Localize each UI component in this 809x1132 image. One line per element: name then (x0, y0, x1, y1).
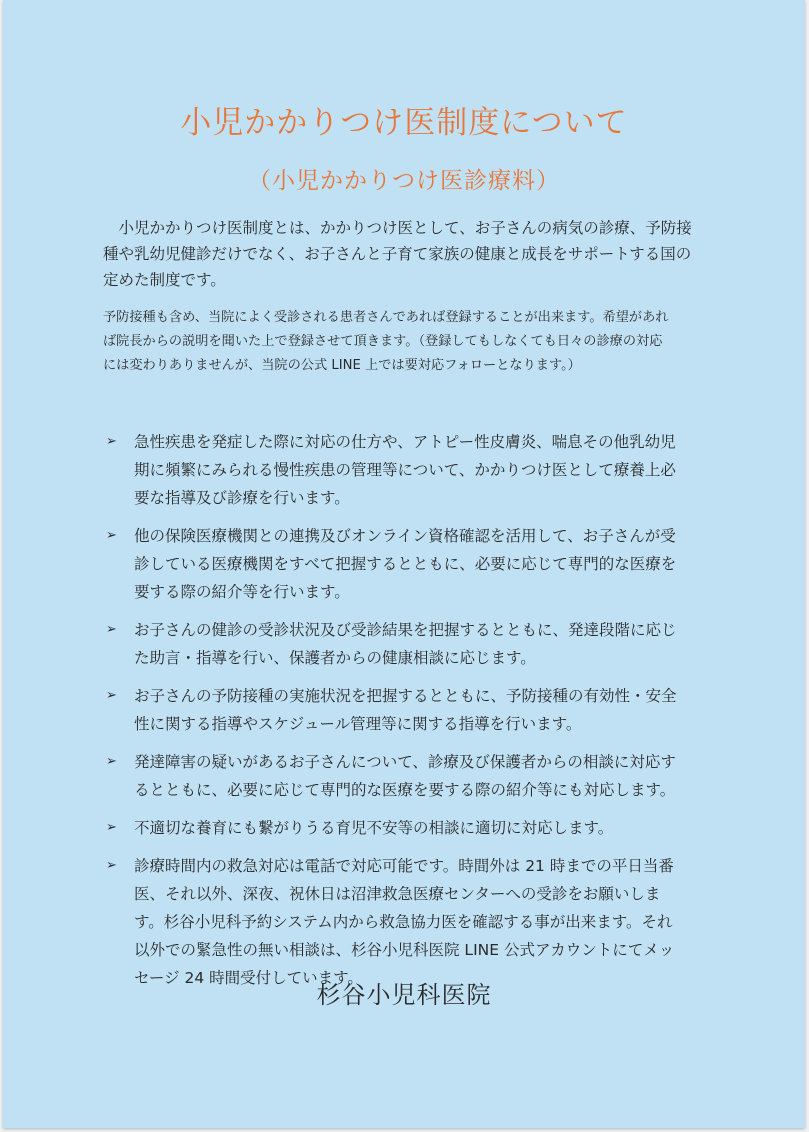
note-line: ば院長からの説明を聞いた上で登録させて頂きます。（登録してもしなくても日々の診療の対応 (103, 334, 663, 349)
note-line: 予防接種も含め、当院によく受診される患者さんであれば登録することが出来ます。希望があれ (103, 310, 669, 325)
list-item-line: 急性疾患を発症した際に対応の仕方や、アトピー性皮膚炎、喘息その他乳幼児 (134, 433, 676, 451)
list-item-line: 要な指導及び診療を行います。 (134, 489, 350, 507)
list-item-line: 性に関する指導やスケジュール管理等に関する指導を行います。 (134, 715, 582, 733)
list-item (103, 616, 715, 672)
note-line: には変わりありませんが、当院の公式 LINE 上では要対応フォローとなります。） (103, 358, 581, 373)
registration-note (103, 306, 715, 378)
list-item-line: た助言・指導を行い、保護者からの健康相談に応じます。 (134, 649, 536, 667)
intro-paragraph (103, 215, 715, 293)
list-item (103, 428, 715, 512)
list-item-line: 診している医療機関をすべて把握するとともに、必要に応じて専門的な医療を (134, 555, 677, 573)
arrow-bullet-icon: ➢ (106, 528, 117, 543)
page-subtitle: （小児かかりつけ医診療料） (248, 168, 560, 194)
service-list (103, 428, 715, 1002)
list-item-line: 以外での緊急性の無い相談は、杉谷小児科医院 LINE 公式アカウントにてメッ (134, 941, 675, 959)
list-item-line: お子さんの予防接種の実施状況を把握するとともに、予防接種の有効性・安全 (134, 687, 677, 705)
list-item (103, 748, 715, 804)
arrow-bullet-icon: ➢ (106, 434, 117, 449)
list-item (103, 682, 715, 738)
list-item-line: す。杉谷小児科予約システム内から救急協力医を確認する事が出来ます。それ (134, 913, 673, 931)
list-item-line: るとともに、必要に応じて専門的な医療を要する際の紹介等にも対応します。 (134, 781, 676, 799)
list-item-line: 医、それ以外、深夜、祝休日は沼津救急医療センターへの受診をお願いしま (134, 885, 661, 903)
arrow-bullet-icon: ➢ (106, 820, 117, 835)
list-item (103, 522, 715, 606)
arrow-bullet-icon: ➢ (106, 754, 117, 769)
intro-line: 小児かかりつけ医制度とは、かかりつけ医として、お子さんの病気の診療、予防接 (103, 219, 692, 237)
list-item-line: 診療時間内の救急対応は電話で対応可能です。時間外は 21 時までの平日当番 (134, 857, 674, 875)
list-item-line: 不適切な養育にも繋がりうる育児不安等の相談に適切に対応します。 (134, 819, 614, 837)
document-page (3, 0, 805, 1128)
list-item (103, 814, 715, 842)
list-item (103, 852, 715, 992)
list-item-line: 他の保険医療機関との連携及びオンライン資格確認を活用して、お子さんが受 (134, 527, 676, 545)
intro-line: 種や乳幼児健診だけでなく、お子さんと子育て家族の健康と成長をサポートする国の (103, 245, 692, 263)
arrow-bullet-icon: ➢ (106, 858, 117, 873)
list-item-line: 要する際の紹介等を行います。 (134, 583, 350, 601)
list-item-line: お子さんの健診の受診状況及び受診結果を把握するとともに、発達段階に応じ (134, 621, 677, 639)
list-item-line: 期に頻繁にみられる慢性疾患の管理等について、かかりつけ医として療養上必 (134, 461, 676, 479)
intro-line: 定めた制度です。 (103, 271, 226, 289)
arrow-bullet-icon: ➢ (106, 622, 117, 637)
list-item-line: セージ 24 時間受付しています。 (134, 969, 363, 987)
arrow-bullet-icon: ➢ (106, 688, 117, 703)
clinic-name: 杉谷小児科医院 (316, 981, 492, 1009)
page-title: 小児かかりつけ医制度について (180, 105, 628, 141)
list-item-line: 発達障害の疑いがあるお子さんについて、診療及び保護者からの相談に対応す (134, 753, 676, 771)
